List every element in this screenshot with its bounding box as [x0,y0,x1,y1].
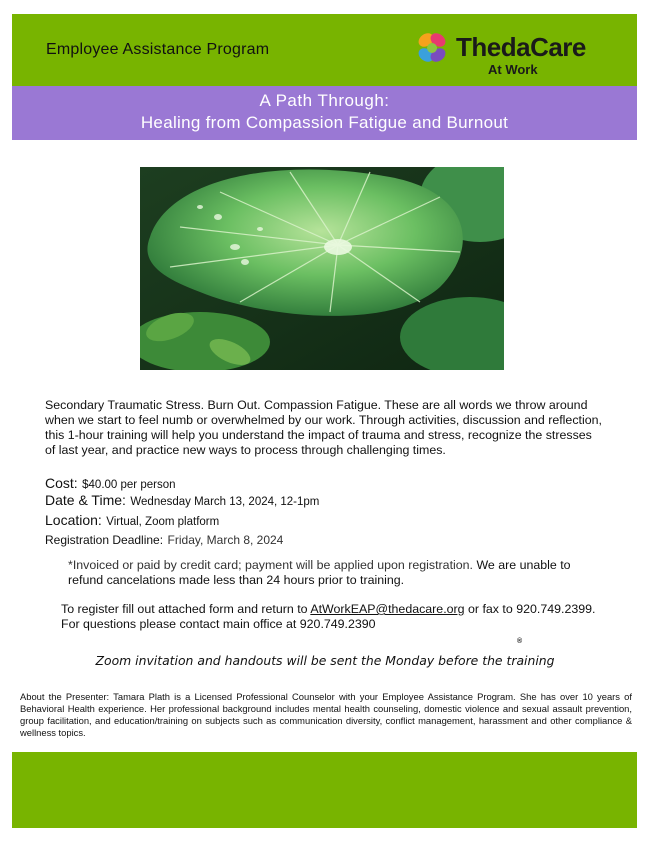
logo-subtitle: At Work [488,62,538,77]
registration-instructions [61,602,601,632]
payment-note [68,558,598,588]
cost-value: $40.00 per person [82,479,176,491]
datetime-value: Wednesday March 13, 2024, 12-1pm [130,496,320,508]
deadline-value: Friday, March 8, 2024 [167,533,284,547]
datetime-row [45,492,319,510]
logo-wordmark: ThedaCare ® [456,32,586,645]
deadline-label: Registration Deadline: [45,533,164,547]
register-text-before: To register fill out attached form and return to [61,602,311,616]
thedacare-logo [412,28,612,645]
register-text-after: or fax to 920.749.2399. For questions please contact main office at 920.749.2390 [61,602,596,631]
footer-bar [12,752,637,828]
presenter-bio: About the Presenter: Tamara Plath is a Licensed Professional Counselor with your Employee Assistance Program. She has over 10 years of Behavioral Health experience. Her professional background includes mental health counseling, domestic violence and sexual assault prevention, group facilitation, and education/training on subjects such as communication diversity, conflict management, harassment and other compliance & wellness topics. [20,691,632,738]
title-banner [12,86,637,140]
payment-note-part2: We are unable to refund cancelations made less than 24 hours prior to training. [68,558,571,587]
payment-note-part1: *Invoiced or paid by credit card; payment will be applied upon registration. [68,558,477,572]
deadline-row [45,531,283,549]
leaf-photo [140,167,504,370]
cost-row [45,475,176,493]
thedacare-flower-icon [414,30,450,66]
datetime-label: Date & Time: [45,492,126,508]
location-label: Location: [45,512,102,528]
email-link[interactable]: AtWorkEAP@thedacare.org [310,602,465,616]
program-title: Employee Assistance Program [46,41,270,58]
cost-label: Cost: [45,475,78,491]
title-line-1: A Path Through: [259,91,390,110]
zoom-note: Zoom invitation and handouts will be sent the Monday before the training [95,653,555,668]
title-line-2: Healing from Compassion Fatigue and Burnout [140,113,509,132]
intro-paragraph: Secondary Traumatic Stress. Burn Out. Compassion Fatigue. These are all words we throw around when we start to feel numb or overwhelmed by our work. Through activities, discussion and reflection, this 1-hour training will help you understand the impact of trauma and stress, recognize the stresses of last year, and practice new ways to process through challenging times. [45,398,602,457]
location-row [45,512,219,530]
location-value: Virtual, Zoom platform [106,516,220,528]
